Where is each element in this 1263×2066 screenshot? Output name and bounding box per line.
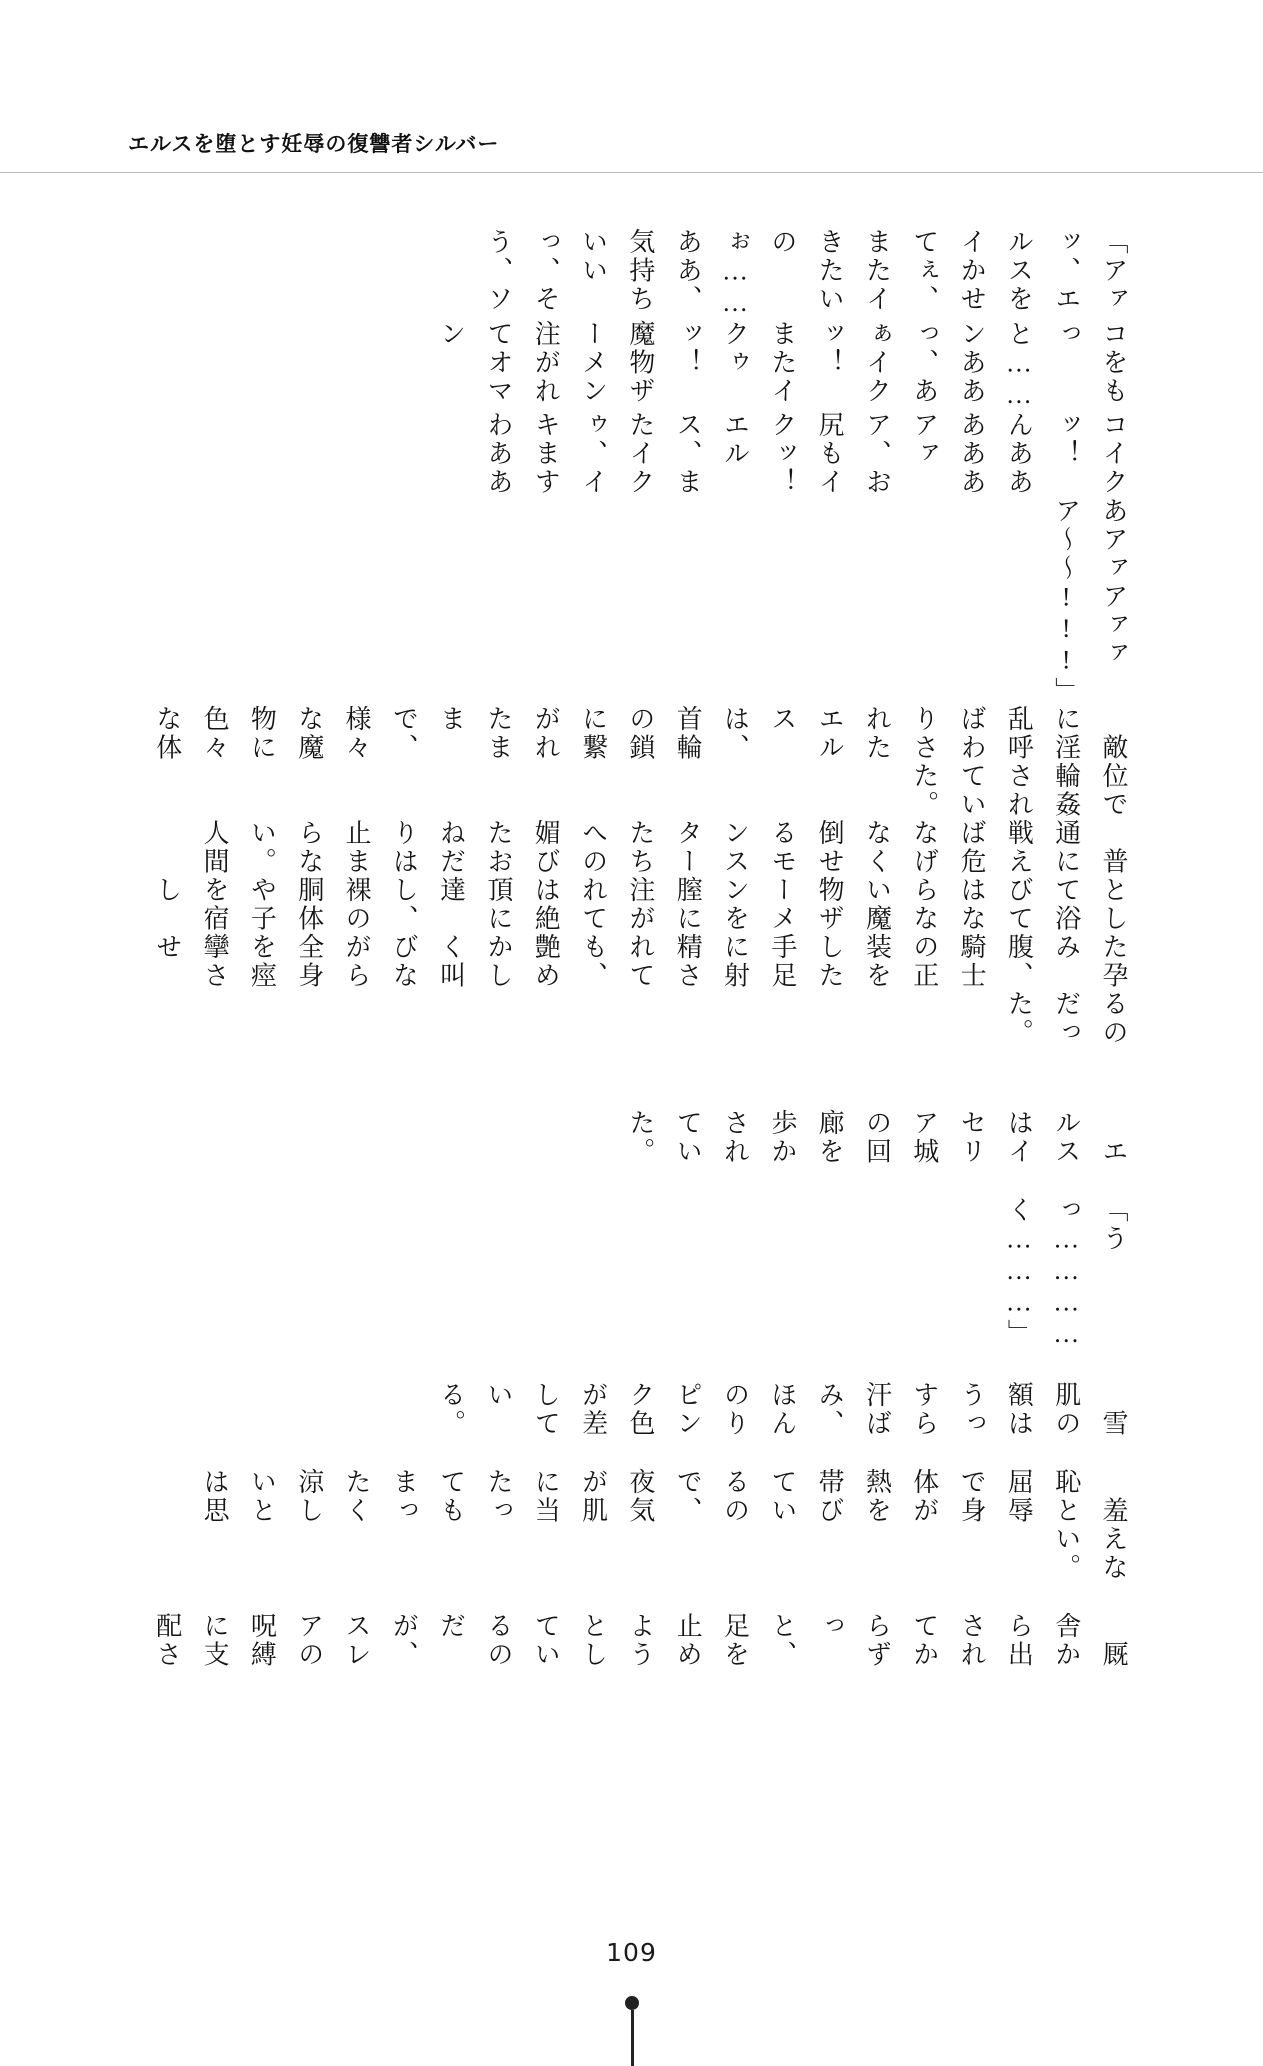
text-column: エルスはイセリア城の回廊を歩かされていた。 (625, 1109, 1128, 1166)
header-divider (0, 172, 1263, 173)
text-column: えない。 (1051, 1524, 1128, 1582)
text-column: 「アァッ、エルスをイかせてぇ、またイきたいのぉ……ああ、気持ちいいっ、そう、ソ (483, 228, 1128, 320)
page-number: 109 (606, 1938, 657, 1967)
footer-ornament-dot (625, 1996, 639, 2010)
body-text-block (143, 228, 1137, 1669)
text-column: 位で輪姦されていた。 (909, 762, 1128, 819)
footer-ornament-stem (631, 2010, 634, 2066)
text-column: 敵に淫乱呼ばわりされたエルスは、首輪の鎖に繋がれたままで、様々な魔物に色々な体 (152, 705, 1128, 762)
text-column: 羞恥と屈辱で身体が熱を帯びているので、夜気が肌に当たってもまったく涼しいとは思 (200, 1467, 1128, 1525)
running-header: エルスを堕とす妊辱の復讐者シルバー (128, 132, 500, 156)
text-column: として浴びてはならない魔物ザーメンを膣に注がれては絶頂に達し、裸の胴体や子を宿し (152, 876, 1128, 933)
text-column: 普通に戦えば危なげなく倒せるモンスターたちへの媚びたおねだりは止まらない。人間 (200, 819, 1128, 876)
text-column: コをもっと……ンああっ、あぁイクッ！ またイクゥッ！ 魔物ザーメン注がれてオマン (436, 319, 1128, 411)
text-column: 雪肌の額はうっすら汗ばみ、ほんのりピンク色が差している。 (436, 1380, 1128, 1438)
text-column: コイクッ！ んあああああアァア、お尻もイクッ！ エルス、またイクゥ、イキますわああ (483, 411, 1128, 525)
text-column: 「うっ…………く………」 (1004, 1196, 1128, 1351)
text-column: あアァアァァア〜〜!!!」 (1051, 496, 1128, 705)
text-column: るのだった。 (1004, 990, 1128, 1047)
text-column: 厩舎から出されてからずっと、足を止めようとしているのだが、スレアの呪縛に支配さ (152, 1611, 1128, 1669)
text-column: た孕み腹、騎士の正装をした手足に射精されても、艶めかしく叫びながら全身を痙攣させ (152, 933, 1128, 990)
